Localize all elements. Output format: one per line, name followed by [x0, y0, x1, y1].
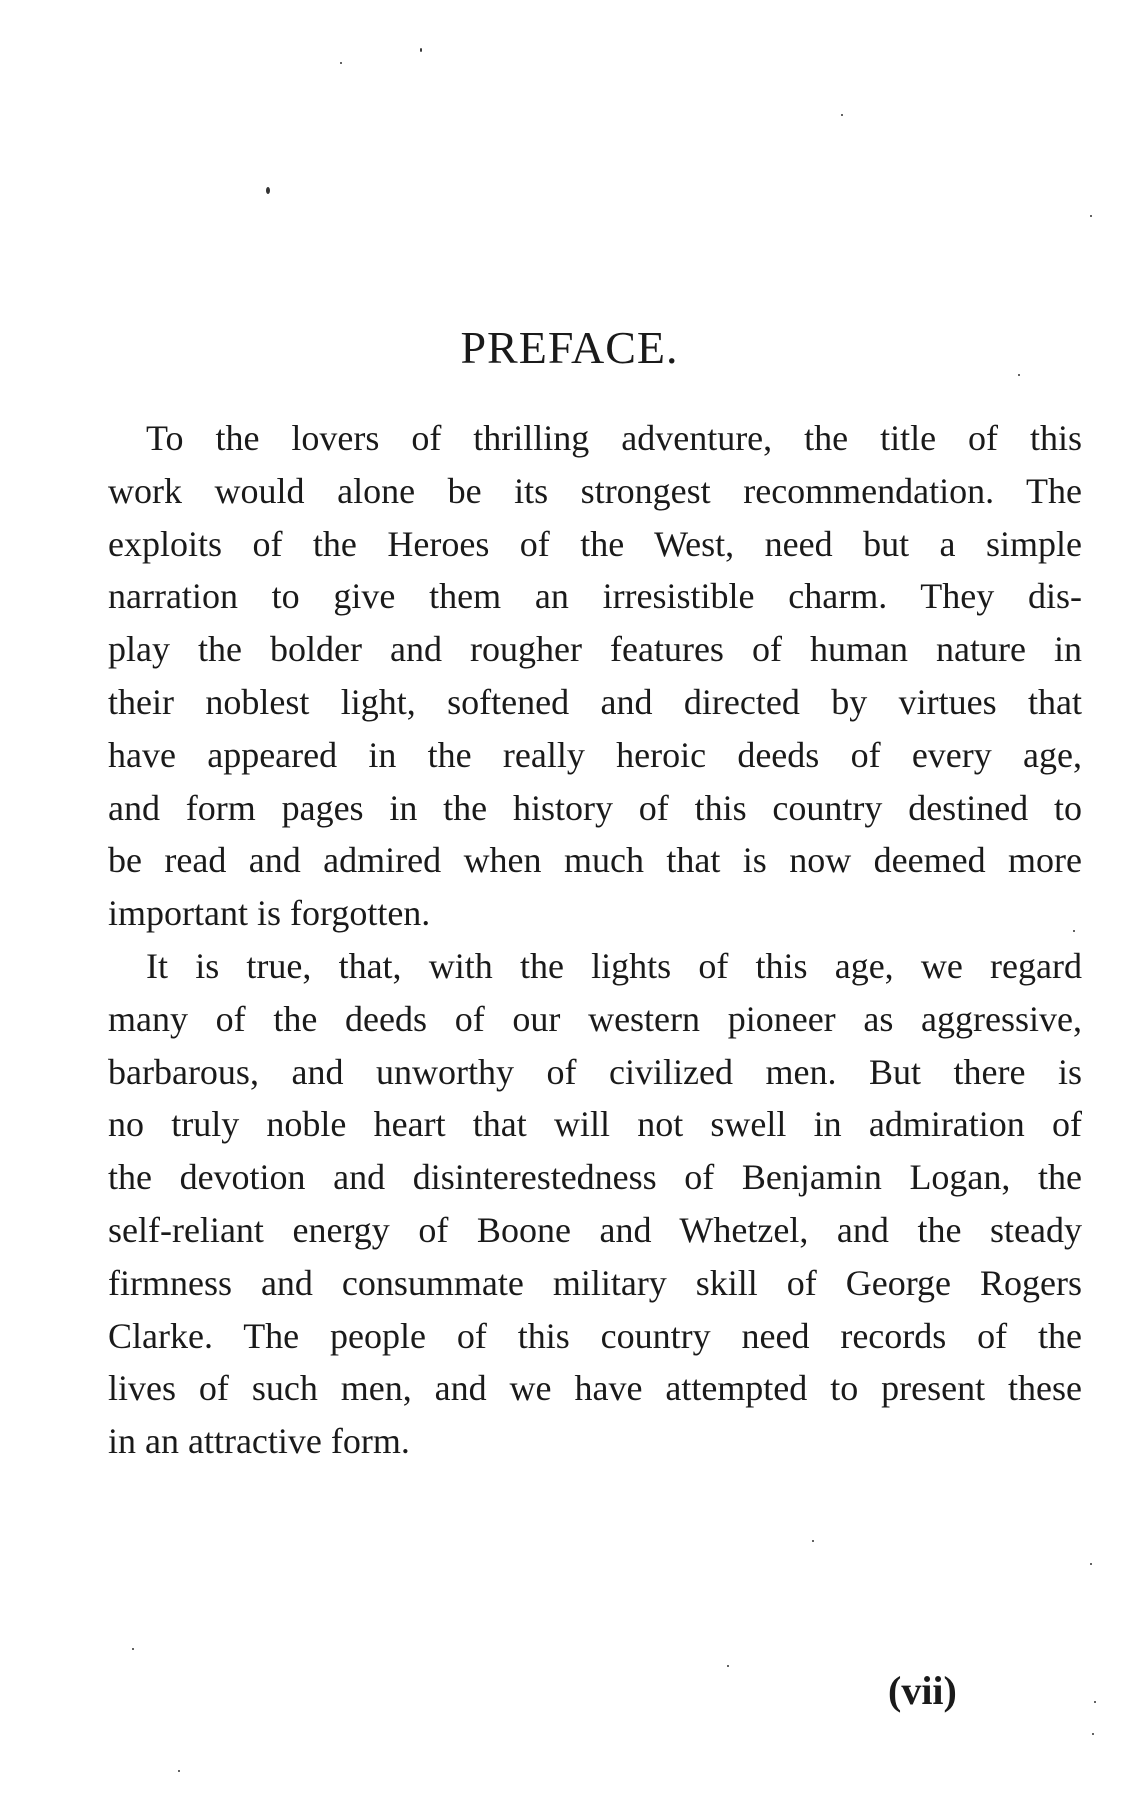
scan-speck [1092, 1733, 1094, 1735]
text-line: no truly noble heart that will not swell in admiration of [108, 1104, 1082, 1145]
text-line: lives of such men, and we have attempted to present these [108, 1368, 1082, 1409]
scan-speck [1094, 1701, 1096, 1703]
scan-speck [132, 1648, 134, 1650]
paragraph-1 [70, 412, 1082, 940]
text-line: be read and admired when much that is now deemed more [108, 840, 1082, 881]
scan-speck [420, 48, 422, 52]
paragraph-2 [70, 940, 1082, 1468]
text-line: in an attractive form. [108, 1421, 410, 1462]
page-number: (vii) [888, 1668, 957, 1713]
text-line: and form pages in the history of this country destined to [108, 787, 1082, 828]
text-line: important is forgotten. [108, 893, 431, 934]
scan-speck [1090, 1563, 1092, 1565]
scan-speck [266, 187, 270, 194]
text-line: work would alone be its strongest recommendation. The [108, 470, 1082, 511]
scan-speck [727, 1665, 729, 1667]
scan-speck [841, 114, 843, 116]
text-line: the devotion and disinterestedness of Benjamin Logan, the [108, 1157, 1082, 1198]
scan-speck [812, 1540, 814, 1542]
text-line: play the bolder and rougher features of human nature in [108, 629, 1082, 670]
page-title: PREFACE. [460, 322, 679, 373]
preface-body [70, 412, 1082, 1468]
text-line: Clarke. The people of this country need records of the [108, 1315, 1082, 1356]
text-line: have appeared in the really heroic deeds of every age, [108, 734, 1082, 775]
text-line: To the lovers of thrilling adventure, the title of this [146, 418, 1082, 458]
text-line: exploits of the Heroes of the West, need but a simple [108, 523, 1082, 564]
text-line: many of the deeds of our western pioneer as aggressive, [108, 998, 1082, 1039]
text-line: firmness and consummate military skill of George Rogers [108, 1262, 1082, 1303]
scan-speck [1090, 215, 1092, 217]
text-line: narration to give them an irresistible charm. They dis- [108, 576, 1082, 617]
text-line: It is true, that, with the lights of this age, we regard [146, 945, 1082, 986]
text-line: self-reliant energy of Boone and Whetzel, and the steady [108, 1209, 1082, 1250]
scan-speck [178, 1770, 180, 1772]
text-line: barbarous, and unworthy of civilized men. But there is [108, 1051, 1082, 1092]
scan-speck [340, 62, 342, 64]
text-line: their noblest light, softened and directed by virtues that [108, 681, 1082, 722]
